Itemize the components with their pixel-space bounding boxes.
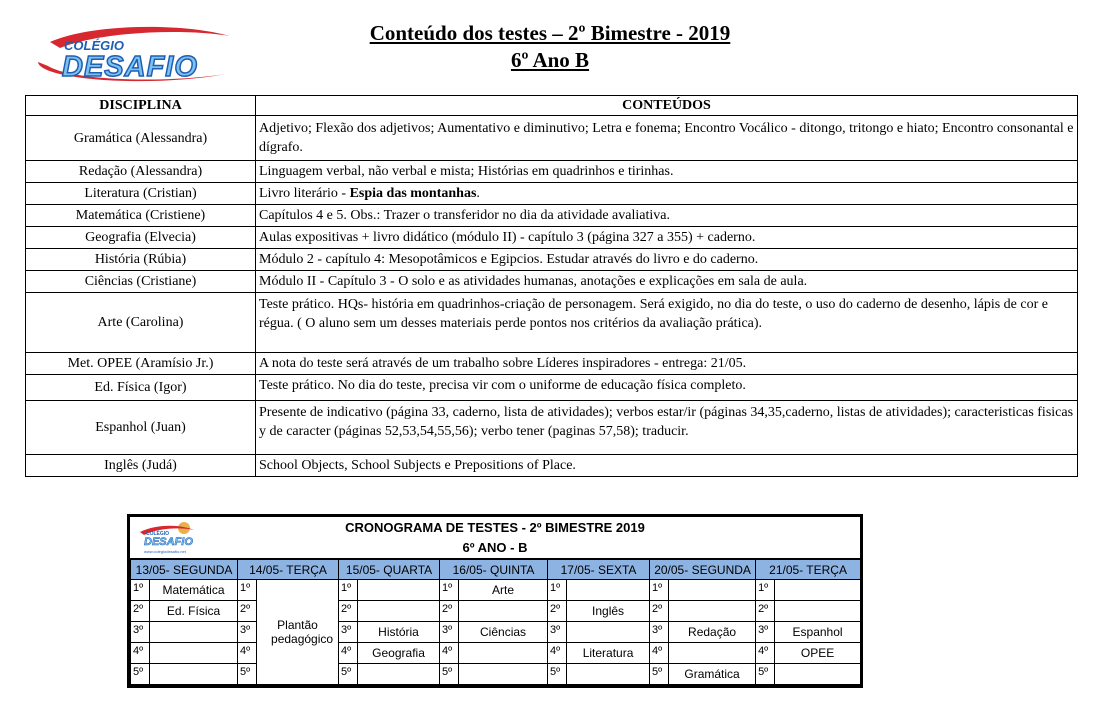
schedule-cell [669, 643, 756, 664]
schedule-row [131, 601, 861, 622]
schedule-cell [775, 601, 861, 622]
slot-number: 1º [440, 580, 459, 601]
slot-number: 2º [440, 601, 459, 622]
contents-end: . [476, 186, 480, 201]
schedule-cell [459, 664, 548, 685]
slot-number: 2º [548, 601, 567, 622]
discipline-cell: Met. OPEE (Aramísio Jr.) [26, 353, 256, 375]
schedule-cell [459, 601, 548, 622]
table-row [26, 205, 1078, 227]
schedule-cell [775, 664, 861, 685]
page-subtitle: 6º Ano B [510, 48, 590, 72]
mini-logo-line2: DESAFIO [144, 536, 193, 548]
schedule-cell [358, 580, 440, 601]
slot-number: 5º [238, 664, 257, 685]
slot-number: 5º [440, 664, 459, 685]
schedule-cell [567, 664, 650, 685]
table-row [26, 353, 1078, 375]
logo-line1: COLÉGIO [64, 38, 124, 53]
schedule-cell: Arte [459, 580, 548, 601]
schedule-title: CRONOGRAMA DE TESTES - 2º BIMESTRE 2019 [345, 520, 645, 535]
mini-logo-line1: COLÉGIO [146, 531, 170, 537]
slot-number: 1º [238, 580, 257, 601]
day-header: 15/05- QUARTA [339, 560, 440, 580]
schedule-cell: Literatura [567, 643, 650, 664]
schedule-table [130, 559, 861, 685]
schedule-cell [567, 580, 650, 601]
day-header: 21/05- TERÇA [756, 560, 861, 580]
table-row [26, 455, 1078, 477]
slot-number: 4º [339, 643, 358, 664]
contents-cell: Linguagem verbal, não verbal e mista; Histórias em quadrinhos e tirinhas. [256, 161, 1078, 183]
slot-number: 4º [131, 643, 150, 664]
page-title: Conteúdo dos testes – 2º Bimestre - 2019 [369, 21, 731, 45]
schedule-cell: Inglês [567, 601, 650, 622]
day-header: 14/05- TERÇA [238, 560, 339, 580]
schedule-cell: Ciências [459, 622, 548, 643]
schedule-cell: Ed. Física [150, 601, 238, 622]
slot-number: 4º [650, 643, 669, 664]
schedule-header [130, 517, 860, 559]
day-header: 16/05- QUINTA [440, 560, 548, 580]
test-schedule [127, 514, 863, 688]
slot-number: 2º [131, 601, 150, 622]
table-row [26, 183, 1078, 205]
slot-number: 2º [756, 601, 775, 622]
schedule-cell [150, 643, 238, 664]
schedule-cell: Geografia [358, 643, 440, 664]
contents-cell: Aulas expositivas + livro didático (módulo II) - capítulo 3 (página 327 a 355) + caderno. [256, 227, 1078, 249]
slot-number: 2º [238, 601, 257, 622]
discipline-cell: História (Rúbia) [26, 249, 256, 271]
logo-line2: DESAFIO [62, 51, 198, 83]
slot-number: 5º [339, 664, 358, 685]
contents-cell: Módulo II - Capítulo 3 - O solo e as atividades humanas, anotações e explicações em sala de aula. [256, 271, 1078, 293]
slot-number: 5º [650, 664, 669, 685]
discipline-cell: Geografia (Elvecia) [26, 227, 256, 249]
slot-number: 3º [238, 622, 257, 643]
contents-cell: Módulo 2 - capítulo 4: Mesopotâmicos e Egipcios. Estudar através do livro e do caderno. [256, 249, 1078, 271]
table-row [26, 116, 1078, 161]
day-header: 13/05- SEGUNDA [131, 560, 238, 580]
header-discipline: DISCIPLINA [26, 96, 256, 116]
slot-number: 1º [339, 580, 358, 601]
discipline-cell: Redação (Alessandra) [26, 161, 256, 183]
discipline-cell: Arte (Carolina) [26, 293, 256, 353]
slot-number: 1º [650, 580, 669, 601]
days-row [131, 560, 861, 580]
slot-number: 2º [339, 601, 358, 622]
table-row [26, 375, 1078, 401]
mini-logo-url: www.colegiodesafio.net [144, 549, 186, 554]
schedule-cell [775, 580, 861, 601]
schedule-cell [358, 664, 440, 685]
slot-number: 1º [131, 580, 150, 601]
school-logo [30, 22, 236, 88]
header-contents: CONTEÚDOS [256, 96, 1078, 116]
schedule-cell: OPEE [775, 643, 861, 664]
table-row [26, 249, 1078, 271]
table-header-row [26, 96, 1078, 116]
schedule-cell: Espanhol [775, 622, 861, 643]
discipline-cell: Espanhol (Juan) [26, 401, 256, 455]
schedule-cell [459, 643, 548, 664]
contents-table [25, 95, 1078, 477]
contents-cell: Teste prático. No dia do teste, precisa vir com o uniforme de educação física completo. [256, 375, 1078, 401]
slot-number: 3º [440, 622, 459, 643]
slot-number: 1º [756, 580, 775, 601]
page-title-block [330, 20, 770, 73]
contents-cell: A nota do teste será através de um trabalho sobre Líderes inspiradores - entrega: 21/05. [256, 353, 1078, 375]
slot-number: 4º [440, 643, 459, 664]
discipline-cell: Ed. Física (Igor) [26, 375, 256, 401]
discipline-cell: Ciências (Cristiane) [26, 271, 256, 293]
schedule-cell [150, 664, 238, 685]
schedule-row [131, 664, 861, 685]
schedule-cell [150, 622, 238, 643]
slot-number: 1º [548, 580, 567, 601]
table-row [26, 271, 1078, 293]
schedule-row [131, 580, 861, 601]
slot-number: 4º [756, 643, 775, 664]
slot-number: 4º [548, 643, 567, 664]
schedule-cell [567, 622, 650, 643]
discipline-cell: Inglês (Judá) [26, 455, 256, 477]
slot-number: 4º [238, 643, 257, 664]
slot-number: 3º [131, 622, 150, 643]
contents-cell: Presente de indicativo (página 33, caderno, lista de atividades); verbos estar/ir (páginas 34,35,caderno, listas de atividades); caracteristicas fisicas y de caracter (páginas 52,53,54,55,56); verbo tener (paginas 57,58); traducir. [256, 401, 1078, 455]
contents-cell: School Objects, School Subjects e Prepositions of Place. [256, 455, 1078, 477]
slot-number: 2º [650, 601, 669, 622]
table-row [26, 293, 1078, 353]
schedule-cell [669, 601, 756, 622]
schedule-cell: Gramática [669, 664, 756, 685]
slot-number: 3º [650, 622, 669, 643]
day-header: 20/05- SEGUNDA [650, 560, 756, 580]
slot-number: 3º [339, 622, 358, 643]
discipline-cell: Literatura (Cristian) [26, 183, 256, 205]
slot-number: 5º [548, 664, 567, 685]
discipline-cell: Gramática (Alessandra) [26, 116, 256, 161]
contents-cell: Teste prático. HQs- história em quadrinhos-criação de personagem. Será exigido, no dia do teste, o uso do caderno de desenho, lápis de cor e régua. ( O aluno sem um desses materiais perde pontos nos critérios da avaliação prática). [256, 293, 1078, 353]
contents-cell: Adjetivo; Flexão dos adjetivos; Aumentativo e diminutivo; Letra e fonema; Encontro Vocálico - ditongo, tritongo e hiato; Encontro consonantal e dígrafo. [256, 116, 1078, 161]
table-row [26, 227, 1078, 249]
contents-text: Livro literário - [259, 186, 350, 201]
day-header: 17/05- SEXTA [548, 560, 650, 580]
schedule-cell [669, 580, 756, 601]
contents-cell [256, 183, 1078, 205]
slot-number: 5º [756, 664, 775, 685]
schedule-cell: História [358, 622, 440, 643]
schedule-subtitle: 6º ANO - B [462, 540, 528, 555]
plantao-cell: Plantão pedagógico [257, 580, 339, 685]
table-row [26, 161, 1078, 183]
schedule-cell: Matemática [150, 580, 238, 601]
contents-cell: Capítulos 4 e 5. Obs.: Trazer o transferidor no dia da atividade avaliativa. [256, 205, 1078, 227]
schedule-cell [358, 601, 440, 622]
discipline-cell: Matemática (Cristiene) [26, 205, 256, 227]
slot-number: 3º [756, 622, 775, 643]
schedule-row [131, 622, 861, 643]
schedule-row [131, 643, 861, 664]
slot-number: 5º [131, 664, 150, 685]
book-title: Espia das montanhas [349, 186, 477, 201]
schedule-cell: Redação [669, 622, 756, 643]
table-row [26, 401, 1078, 455]
slot-number: 3º [548, 622, 567, 643]
